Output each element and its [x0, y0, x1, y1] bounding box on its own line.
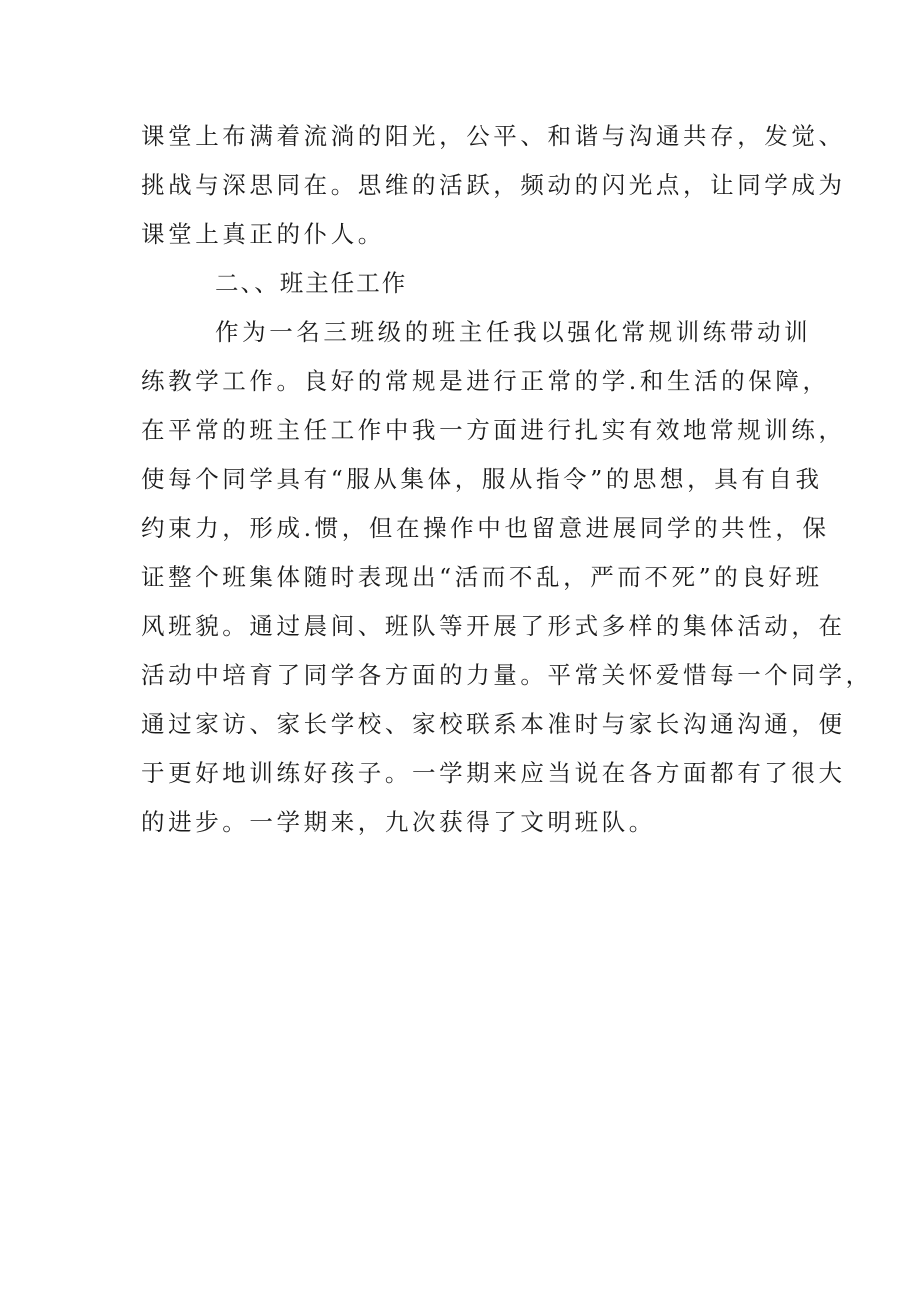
paragraph-1-line-2: 挑战与深思同在。思维的活跃，频动的闪光点，让同学成为: [141, 171, 846, 199]
paragraph-2-line-10: 于更好地训练好孩子。一学期来应当说在各方面都有了很大: [141, 759, 846, 787]
paragraph-2-line-6: 证整个班集体随时表现出“活而不乱，严而不死”的良好班: [141, 563, 823, 591]
paragraph-2-line-8: 活动中培育了同学各方面的力量。平常关怀爱惜每一个同学，: [141, 661, 873, 689]
paragraph-2-line-3: 在平常的班主任工作中我一方面进行扎实有效地常规训练，: [141, 416, 846, 444]
paragraph-1-line-1: 课堂上布满着流淌的阳光，公平、和谐与沟通共存，发觉、: [141, 122, 846, 150]
section-heading: 二、、班主任工作: [215, 269, 408, 297]
paragraph-2-line-1: 作为一名三班级的班主任我以强化常规训练带动训: [215, 318, 812, 346]
paragraph-2-line-11: 的进步。一学期来，九次获得了文明班队。: [141, 808, 656, 836]
paragraph-2-line-7: 风班貌。通过晨间、班队等开展了形式多样的集体活动，在: [141, 612, 846, 640]
paragraph-1-line-3: 课堂上真正的仆人。: [141, 220, 385, 248]
paragraph-2-line-4: 使每个同学具有“服从集体，服从指令”的思想，具有自我: [141, 465, 823, 493]
paragraph-2-line-5: 约束力，形成.惯，但在操作中也留意进展同学的共性，保: [141, 514, 830, 542]
paragraph-2-line-2: 练教学工作。良好的常规是进行正常的学.和生活的保障，: [141, 367, 830, 395]
paragraph-2-line-9: 通过家访、家长学校、家校联系本准时与家长沟通沟通，便: [141, 710, 846, 738]
